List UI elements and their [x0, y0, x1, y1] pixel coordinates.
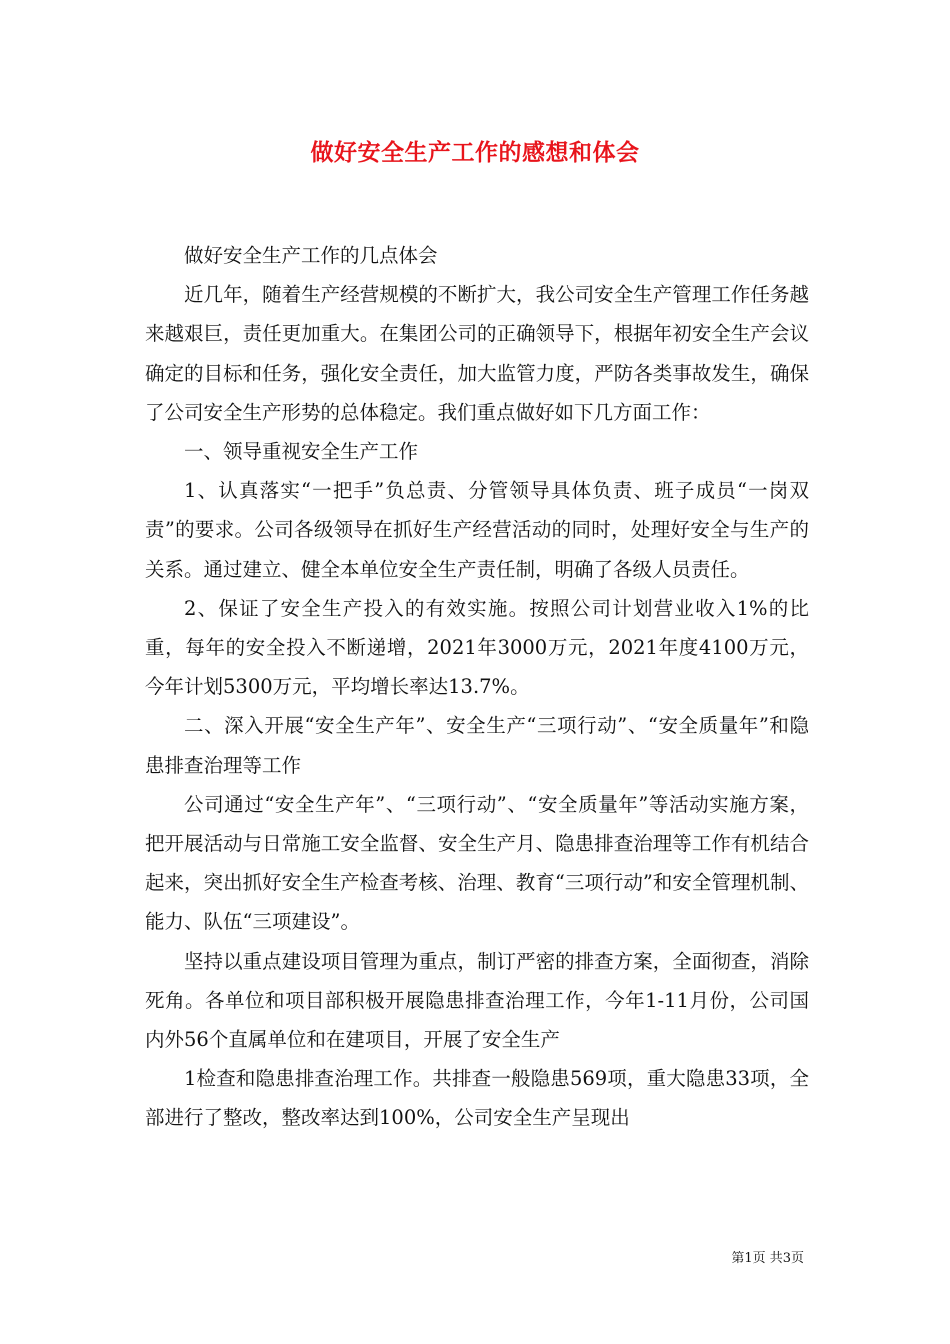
section-heading-1: 一、领导重视安全生产工作 [184, 440, 419, 464]
document-body [145, 236, 809, 1138]
paragraph-activities: 公司通过“安全生产年”、“三项行动”、“安全质量年”等活动实施方案，把开展活动与日常施工安全监督、安全生产月、隐患排查治理等工作有机结合起来，突出抓好安全生产检查考核、治理、教育“三项行动”和安全管理机制、能力、队伍“三项建设”。 [145, 792, 809, 934]
page-number: 第1页 共3页 [731, 1251, 804, 1266]
paragraph-results: 1检查和隐患排查治理工作。共排查一般隐患569项，重大隐患33项，全部进行了整改，整改率达到100%，公司安全生产呈现出 [145, 1067, 809, 1130]
paragraph-item-1: 1、认真落实“一把手”负总责、分管领导具体负责、班子成员“一岗双责”的要求。公司各级领导在抓好生产经营活动的同时，处理好安全与生产的关系。通过建立、健全本单位安全生产责任制，明确了各级人员责任。 [145, 479, 809, 581]
paragraph-inspection: 坚持以重点建设项目管理为重点，制订严密的排查方案，全面彻查，消除死角。各单位和项目部积极开展隐患排查治理工作，今年1-11月份，公司国内外56个直属单位和在建项目，开展了安全生产 [145, 949, 809, 1052]
paragraph-subtitle: 做好安全生产工作的几点体会 [184, 244, 438, 267]
paragraph-intro: 近几年，随着生产经营规模的不断扩大，我公司安全生产管理工作任务越来越艰巨，责任更加重大。在集团公司的正确领导下，根据年初安全生产会议确定的目标和任务，强化安全责任，加大监管力度，严防各类事故发生，确保了公司安全生产形势的总体稳定。我们重点做好如下几方面工作： [145, 283, 809, 424]
section-heading-2: 二、深入开展“安全生产年”、安全生产“三项行动”、“安全质量年”和隐患排查治理等工作 [145, 714, 809, 777]
document-title: 做好安全生产工作的感想和体会 [310, 139, 640, 166]
paragraph-item-2: 2、保证了安全生产投入的有效实施。按照公司计划营业收入1%的比重，每年的安全投入不断递增，2021年3000万元，2021年度4100万元，今年计划5300万元，平均增长率达13.7%。 [145, 596, 809, 699]
